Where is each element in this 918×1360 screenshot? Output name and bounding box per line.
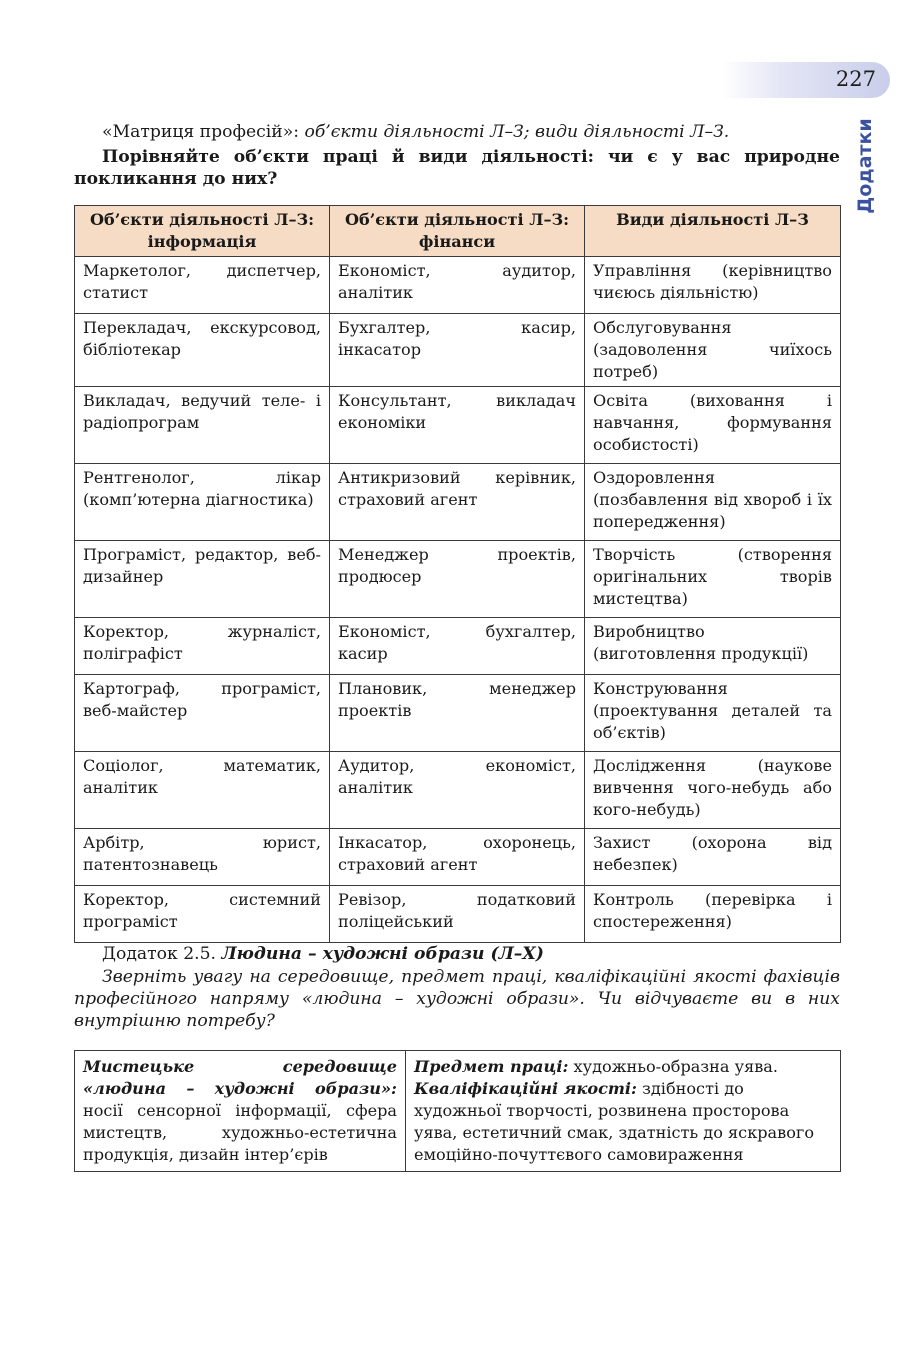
matrix-prefix: «Матриця професій»: xyxy=(102,122,305,142)
cell-finance-professions: Антикризовий керівник, страховий агент xyxy=(330,464,585,541)
environment-label: Мистецьке середовище «людина – художні образи»: xyxy=(83,1057,397,1098)
matrix-italic: об’єкти діяльності Л–З; види діяльності Л–З. xyxy=(304,122,730,142)
cell-finance-professions: Аудитор, економіст, аналітик xyxy=(330,752,585,829)
appendix-title: Людина – художні образи (Л–Х) xyxy=(221,944,544,964)
environment-text: носії сенсорної інформації, сфера мистецтв, художньо-естетична продукція, дизайн інтер’єрів xyxy=(83,1101,397,1164)
cell-info-professions: Коректор, журналіст, поліграфіст xyxy=(75,618,330,675)
page-number: 227 xyxy=(835,67,876,91)
cell-info-professions: Програміст, редактор, веб-дизайнер xyxy=(75,541,330,618)
subject-label: Предмет праці: xyxy=(414,1057,569,1076)
matrix-line xyxy=(74,121,840,143)
cell-activity-type: Захист (охорона від небезпек) xyxy=(585,829,841,886)
question xyxy=(74,146,840,190)
table-row xyxy=(75,752,841,829)
cell-info-professions: Перекладач, екскурсовод, бібліотекар xyxy=(75,314,330,387)
cell-info-professions: Арбітр, юрист, патентознавець xyxy=(75,829,330,886)
table-header-row xyxy=(75,206,841,257)
cell-info-professions: Соціолог, математик, аналітик xyxy=(75,752,330,829)
table-row xyxy=(75,675,841,752)
cell-info-professions: Коректор, системний програміст xyxy=(75,886,330,943)
table-row xyxy=(75,886,841,943)
table-row xyxy=(75,387,841,464)
appendix-heading xyxy=(74,943,840,965)
environment-cell xyxy=(75,1051,406,1172)
side-label-text: Додатки xyxy=(854,118,876,214)
table-row xyxy=(75,829,841,886)
cell-finance-professions: Менеджер проектів, продюсер xyxy=(330,541,585,618)
cell-info-professions: Маркетолог, диспетчер, статист xyxy=(75,257,330,314)
cell-activity-type: Творчість (створення оригінальних творів мистецтва) xyxy=(585,541,841,618)
cell-activity-type: Освіта (виховання і навчання, формування особистості) xyxy=(585,387,841,464)
subject-text: художньо-образна уява. xyxy=(568,1057,779,1076)
cell-activity-type: Дослідження (наукове вивчення чого-небудь або кого-небудь) xyxy=(585,752,841,829)
qualities-label: Кваліфікаційні якості: xyxy=(414,1079,637,1098)
header-info: Об’єкти діяльності Л–З: інформація xyxy=(75,206,330,257)
table-row xyxy=(75,541,841,618)
subject-quality-cell xyxy=(406,1051,841,1172)
appendix-label: Додаток 2.5. xyxy=(102,944,222,964)
cell-activity-type: Обслуговування (задоволення чиїхось потреб) xyxy=(585,314,841,387)
cell-finance-professions: Консультант, викладач економіки xyxy=(330,387,585,464)
cell-finance-professions: Плановик, менеджер проектів xyxy=(330,675,585,752)
cell-activity-type: Управління (керівництво чиєюсь діяльністю) xyxy=(585,257,841,314)
page-number-tab xyxy=(722,62,890,98)
cell-info-professions: Рентгенолог, лікар (комп’ютерна діагностика) xyxy=(75,464,330,541)
cell-finance-professions: Економіст, бухгалтер, касир xyxy=(330,618,585,675)
direction-info-table xyxy=(74,1050,841,1172)
cell-info-professions: Викладач, ведучий теле- і радіопрограм xyxy=(75,387,330,464)
cell-finance-professions: Економіст, аудитор, аналітик xyxy=(330,257,585,314)
cell-finance-professions: Бухгалтер, касир, інкасатор xyxy=(330,314,585,387)
cell-activity-type: Конструювання (проектування деталей та об’єктів) xyxy=(585,675,841,752)
table-row xyxy=(75,314,841,387)
cell-info-professions: Картограф, програміст, веб-майстер xyxy=(75,675,330,752)
header-finance: Об’єкти діяльності Л–З: фінанси xyxy=(330,206,585,257)
section-side-label xyxy=(848,120,882,212)
cell-activity-type: Оздоровлення (позбавлення від хвороб і їх попередження) xyxy=(585,464,841,541)
appendix-description: Зверніть увагу на середовище, предмет праці, кваліфікаційні якості фахівців професійного напряму «людина – художні образи». Чи відчуваєте ви в них внутрішню потребу? xyxy=(74,967,840,1031)
question-text: Порівняйте об’єкти праці й види діяльності: чи є у вас природне покликання до них? xyxy=(74,147,840,189)
table-row xyxy=(75,618,841,675)
cell-finance-professions: Інкасатор, охоронець, страховий агент xyxy=(330,829,585,886)
table-row xyxy=(75,464,841,541)
info-row xyxy=(75,1051,841,1172)
table-row xyxy=(75,257,841,314)
professions-table xyxy=(74,205,841,943)
header-activity: Види діяльності Л–З xyxy=(585,206,841,257)
cell-activity-type: Контроль (перевірка і спостереження) xyxy=(585,886,841,943)
cell-activity-type: Виробництво (виготовлення продукції) xyxy=(585,618,841,675)
qualities-text: здібності до художньої творчості, розвинена просторова уява, естетичний смак, здатність до яскравого емоційно-почуттєвого самовираження xyxy=(414,1079,815,1164)
cell-finance-professions: Ревізор, податковий поліцейський xyxy=(330,886,585,943)
